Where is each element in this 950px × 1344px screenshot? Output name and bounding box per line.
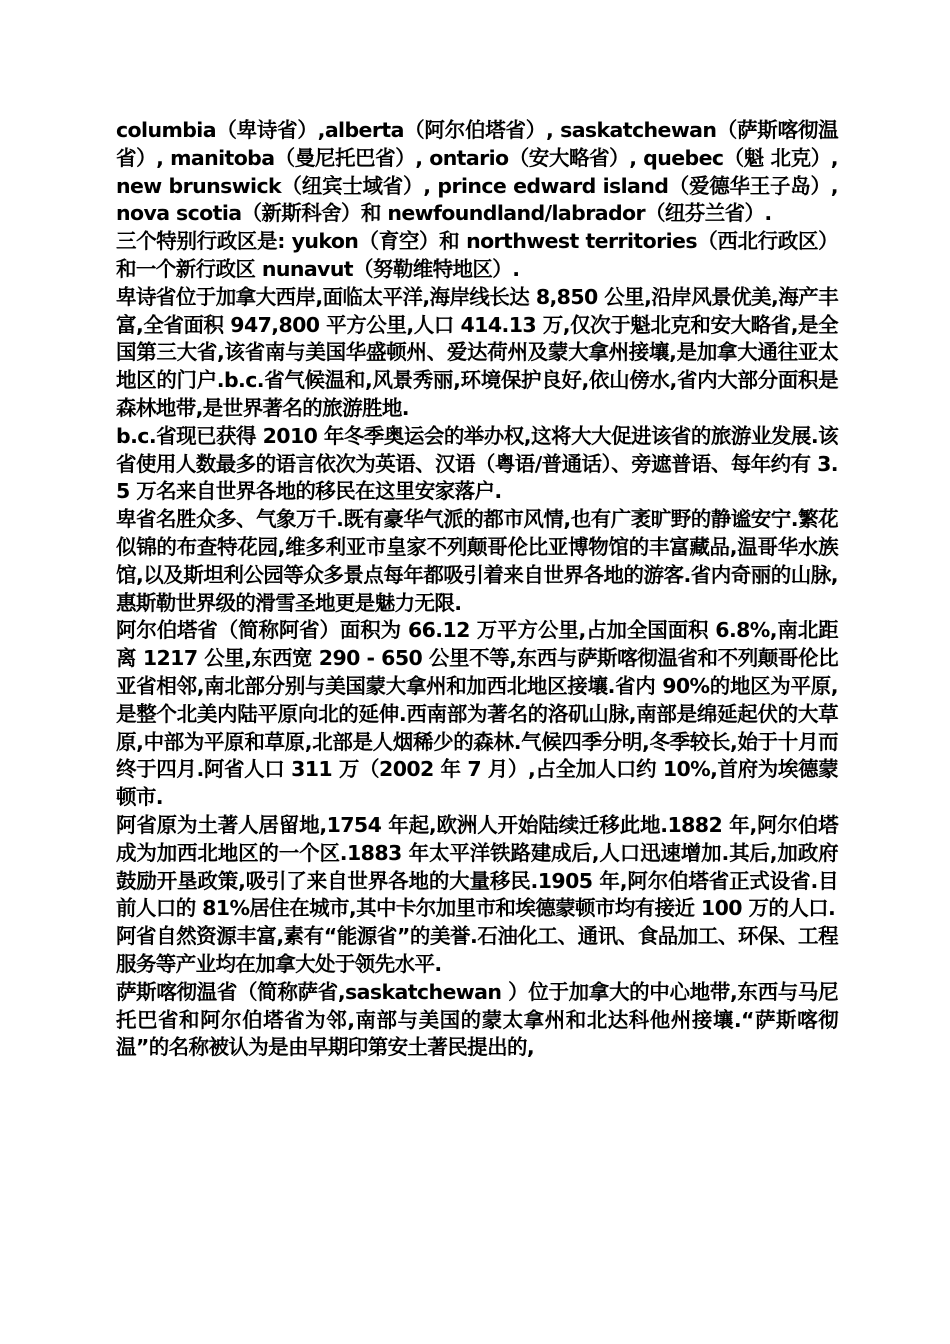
paragraph-bc-olympics: b.c.省现已获得 2010 年冬季奥运会的举办权,这将大大促进该省的旅游业发展.该省使用人数最多的语言依次为英语、汉语（粤语/普通话）、旁遮普语、每年约有 3.5 万名来自世界各地的移民在这里安家落户. — [116, 423, 838, 504]
paragraph-provinces-list: columbia（卑诗省）,alberta（阿尔伯塔省）, saskatchewan（萨斯喀彻温省）, manitoba（曼尼托巴省）, ontario（安大略省）, quebec（魁 北克）, new brunswick（纽宾士域省）, prince edward island（爱德华王子岛）, nova scotia（新斯科舍）和 newfoundland/labrador（纽芬兰省）. — [116, 118, 838, 226]
paragraph-territories: 三个特别行政区是: yukon（育空）和 northwest territories（西北行政区）和一个新行政区 nunavut（努勒维特地区）. — [116, 229, 838, 281]
paragraph-bc-overview: 卑诗省位于加拿大西岸,面临太平洋,海岸线长达 8,850 公里,沿岸风景优美,海产丰富,全省面积 947,800 平方公里,人口 414.13 万,仅次于魁北克和安大略省,是全国第三大省,该省南与美国华盛顿州、爱达荷州及蒙大拿州接壤,是加拿大通往亚太地区的门户.b.c.省气候温和,风景秀丽,环境保护良好,依山傍水,省内大部分面积是森林地带,是世界著名的旅游胜地. — [116, 284, 838, 420]
paragraph-alberta-history: 阿省原为土著人居留地,1754 年起,欧洲人开始陆续迁移此地.1882 年,阿尔伯塔成为加西北地区的一个区.1883 年太平洋铁路建成后,人口迅速增加.其后,加政府鼓励开垦政策,吸引了来自世界各地的大量移民.1905 年,阿尔伯塔省正式设省.目前人口的 81%居住在城市,其中卡尔加里市和埃德蒙顿市均有接近 100 万的人口. — [116, 812, 838, 921]
paragraph-saskatchewan-overview: 萨斯喀彻温省（简称萨省,saskatchewan ）位于加拿大的中心地带,东西与马尼托巴省和阿尔伯塔省为邻,南部与美国的蒙太拿州和北达科他州接壤.“萨斯喀彻温”的名称被认为是由早期印第安土著民提出的, — [116, 979, 838, 1060]
document-page — [116, 117, 838, 1062]
paragraph-alberta-overview: 阿尔伯塔省（简称阿省）面积为 66.12 万平方公里,占加全国面积 6.8%,南北距离 1217 公里,东西宽 290 - 650 公里不等,东西与萨斯喀彻温省和不列颠哥伦比亚省相邻,南北部分别与美国蒙大拿州和加西北地区接壤.省内 90%的地区为平原,是整个北美内陆平原向北的延伸.西南部为著名的洛矶山脉,南部是绵延起伏的大草原,中部为平原和草原,北部是人烟稀少的森林.气候四季分明,冬季较长,始于十月而终于四月.阿省人口 311 万（2002 年 7 月）,占全加人口约 10%,首府为埃德蒙顿市. — [116, 618, 838, 810]
paragraph-bc-attractions: 卑省名胜众多、气象万千.既有豪华气派的都市风情,也有广袤旷野的静谧安宁.繁花似锦的布查特花园,维多利亚市皇家不列颠哥伦比亚博物馆的丰富藏品,温哥华水族馆,以及斯坦利公园等众多景点每年都吸引着来自世界各地的游客.省内奇丽的山脉,惠斯勒世界级的滑雪圣地更是魅力无限. — [116, 507, 838, 615]
paragraph-alberta-resources: 阿省自然资源丰富,素有“能源省”的美誉.石油化工、通讯、食品加工、环保、工程服务等产业均在加拿大处于领先水平. — [116, 924, 838, 976]
